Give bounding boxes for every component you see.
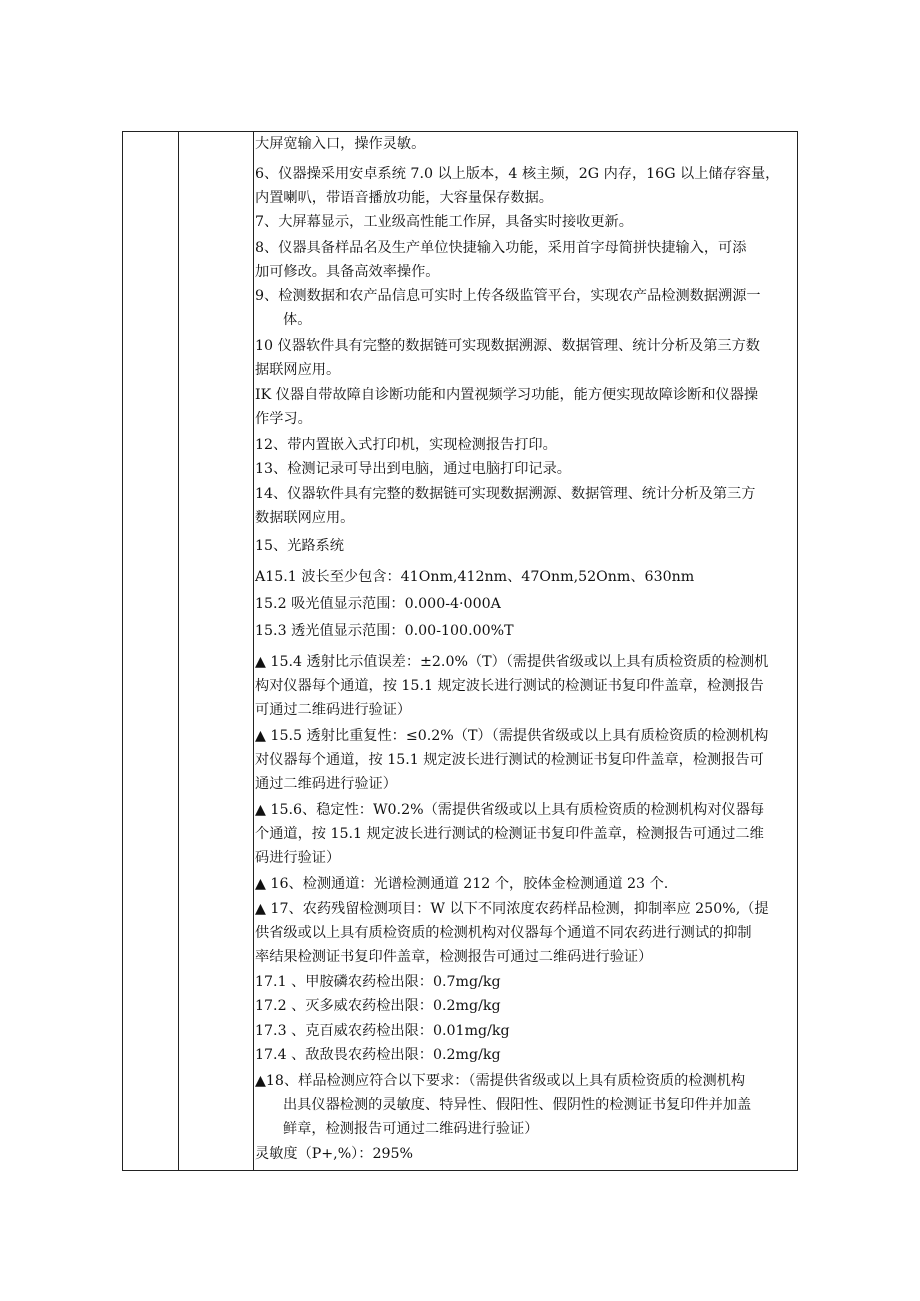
text-line: 对仪器每个通道，按 15.1 规定波长进行测试的检测证书复印件盖章，检测报告可	[255, 752, 764, 768]
text-line: 供省级或以上具有质检资质的检测机构对仪器每个通道不同农药进行测试的抑制	[255, 925, 752, 941]
text-line: ▲ 15.5 透射比重复性：≤0.2%（T）（需提供省级或以上具有质检资质的检测机构	[255, 728, 769, 744]
text-line: 加可修改。具备高效率操作。	[255, 264, 440, 280]
text-line: ▲ 15.6、稳定性：W0.2%（需提供省级或以上具有质检资质的检测机构对仪器每	[255, 802, 765, 818]
text-line: 15.3 透光值显示范围：0.00-100.00%T	[255, 623, 514, 639]
text-line: 17.1 、甲胺磷农药检出限：0.7mg/kg	[255, 974, 501, 990]
text-line: 出具仪器检测的灵敏度、特异性、假阳性、假阴性的检测证书复印件并加盖	[283, 1097, 752, 1113]
text-line: IK 仪器自带故障自诊断功能和内置视频学习功能，能方便实现故障诊断和仪器操	[255, 387, 759, 403]
text-line: ▲ 16、检测通道：光谱检测通道 212 个，胶体金检测通道 23 个.	[255, 876, 669, 892]
text-line: ▲ 15.4 透射比示值误差：±2.0%（T）（需提供省级或以上具有质检资质的检测机	[255, 654, 769, 670]
text-line: 率结果检测证书复印件盖章，检测报告可通过二维码进行验证）	[255, 949, 653, 965]
text-line: 构对仪器每个通道，按 15.1 规定波长进行测试的检测证书复印件盖章，检测报告	[255, 678, 764, 694]
text-line: 17.4 、敌敌畏农药检出限：0.2mg/kg	[255, 1047, 501, 1063]
text-line: 17.3 、克百威农药检出限：0.01mg/kg	[255, 1023, 510, 1039]
text-line: 码进行验证）	[255, 850, 341, 866]
text-line: 13、检测记录可导出到电脑，通过电脑打印记录。	[255, 461, 571, 477]
column-divider-2	[253, 132, 254, 1170]
text-line: 8、仪器具备样品名及生产单位快捷输入功能，采用首字母简拼快捷输入，可添	[255, 240, 747, 256]
text-line: 通过二维码进行验证）	[255, 776, 397, 792]
text-line: A15.1 波长至少包含：41Onm,412nm、47Onm,52Onm、630nm	[255, 569, 695, 585]
text-line: 15.2 吸光值显示范围：0.000-4·000A	[255, 596, 501, 612]
text-line: 10 仪器软件具有完整的数据链可实现数据溯源、数据管理、统计分析及第三方数	[255, 338, 760, 354]
text-line: 体。	[283, 312, 312, 328]
text-line: 作学习。	[255, 411, 312, 427]
text-line: 数据联网应用。	[255, 510, 355, 526]
spec-table	[122, 131, 798, 1171]
text-line: 据联网应用。	[255, 362, 341, 378]
text-line: ▲18、样品检测应符合以下要求：（需提供省级或以上具有质检资质的检测机构	[255, 1073, 746, 1089]
text-line: 17.2 、灭多威农药检出限：0.2mg/kg	[255, 998, 501, 1014]
text-line: 7、大屏幕显示，工业级高性能工作屏，具备实时接收更新。	[255, 214, 633, 230]
text-line: 12、带内置嵌入式打印机，实现检测报告打印。	[255, 437, 557, 453]
text-line: 9、检测数据和农产品信息可实时上传各级监管平台，实现农产品检测数据溯源一	[255, 288, 761, 304]
text-line: 可通过二维码进行验证）	[255, 702, 412, 718]
text-line: 鲜章，检测报告可通过二维码进行验证）	[283, 1121, 539, 1137]
text-line: 6、仪器操采用安卓系统 7.0 以上版本，4 核主频，2G 内存，16G 以上储存容量，	[255, 166, 780, 182]
text-line: 灵敏度（P+,%）：295%	[255, 1146, 414, 1162]
text-line: 14、仪器软件具有完整的数据链可实现数据溯源、数据管理、统计分析及第三方	[255, 486, 756, 502]
text-line: 内置喇叭，带语音播放功能，大容量保存数据。	[255, 190, 553, 206]
text-line: 大屏宽输入口，操作灵敏。	[255, 136, 426, 152]
text-line: 15、光路系统	[255, 538, 344, 554]
column-divider-1	[178, 132, 179, 1170]
text-line: 个通道，按 15.1 规定波长进行测试的检测证书复印件盖章，检测报告可通过二维	[255, 826, 764, 842]
text-line: ▲ 17、农药残留检测项目：W 以下不同浓度农药样品检测，抑制率应 250%,（提	[255, 901, 769, 917]
